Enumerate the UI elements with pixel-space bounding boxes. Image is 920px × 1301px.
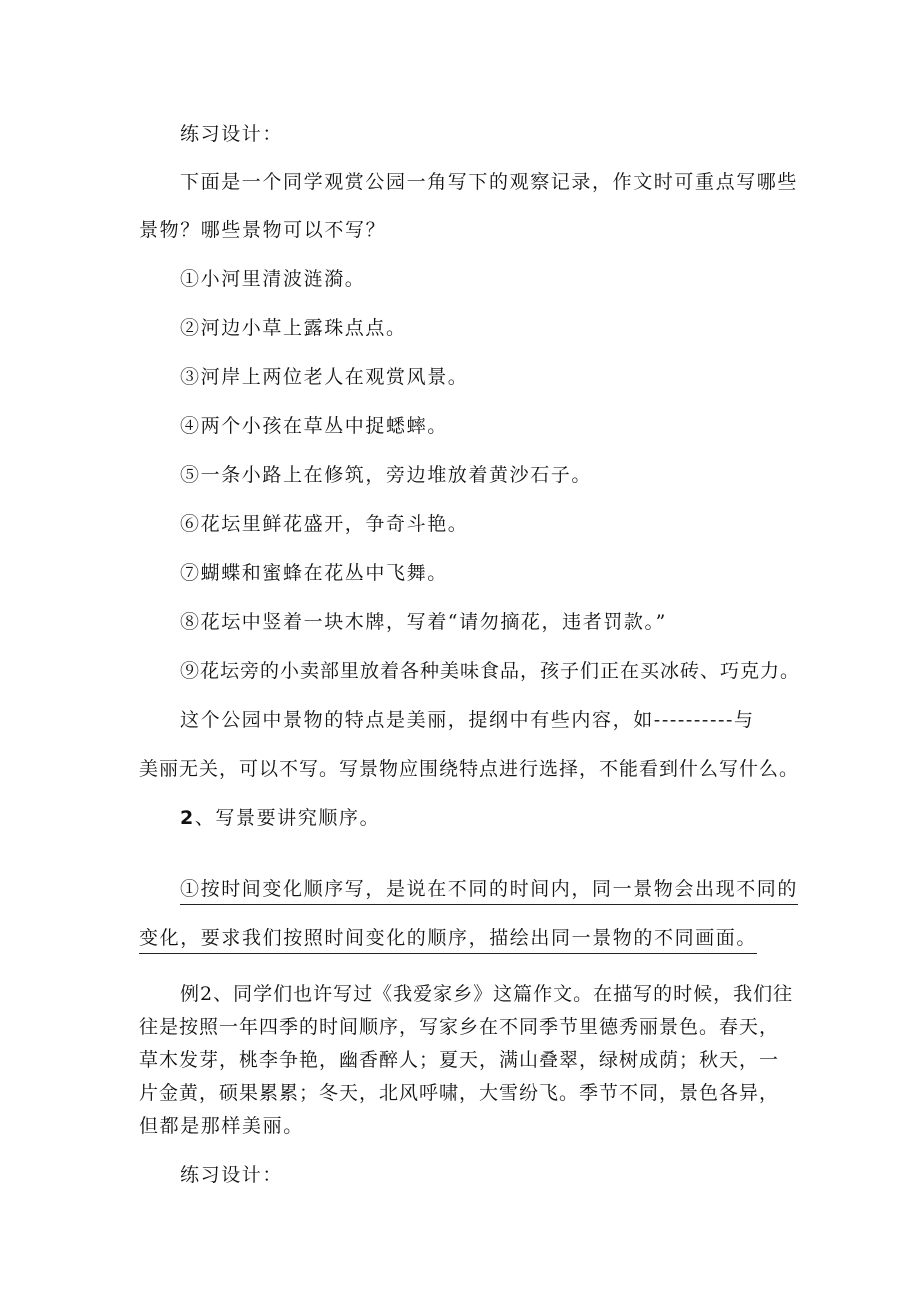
list-item-6: ⑥花坛里鲜花盛开，争奇斗艳。 xyxy=(180,513,469,535)
heading-practice-design: 练习设计： xyxy=(180,123,284,145)
summary-line-2: 美丽无关，可以不写。写景物应围绕特点进行选择，不能看到什么写什么。 xyxy=(139,758,800,780)
list-item-4: ④两个小孩在草丛中捉蟋蟀。 xyxy=(180,415,448,437)
intro-line-2: 景物？哪些景物可以不写？ xyxy=(139,219,387,241)
list-item-3: ③河岸上两位老人在观赏风景。 xyxy=(180,366,469,388)
list-item-8: ⑧花坛中竖着一块木牌，写着“请勿摘花，违者罚款。” xyxy=(180,611,667,633)
example-line-5: 但都是那样美丽。 xyxy=(139,1115,304,1137)
list-item-1: ①小河里清波涟漪。 xyxy=(180,268,366,290)
example-line-3: 草木发芽，桃李争艳，幽香醉人；夏天，满山叠翠，绿树成荫；秋天，一 xyxy=(139,1049,780,1071)
example-line-1: 例2、同学们也许写过《我爱家乡》这篇作文。在描写的时候，我们往 xyxy=(180,983,794,1005)
list-item-5: ⑤一条小路上在修筑，旁边堆放着黄沙石子。 xyxy=(180,464,593,486)
underlined-line-1: ①按时间变化顺序写，是说在不同的时间内，同一景物会出现不同的 xyxy=(180,877,798,905)
section-number: 2 xyxy=(180,807,195,829)
list-item-7: ⑦蝴蝶和蜜蜂在花丛中飞舞。 xyxy=(180,562,448,584)
summary-line-1: 这个公园中景物的特点是美丽，提纲中有些内容，如----------与 xyxy=(180,709,755,731)
intro-line-1: 下面是一个同学观赏公园一角写下的观察记录，作文时可重点写哪些 xyxy=(180,171,799,193)
underlined-line-2: 变化，要求我们按照时间变化的顺序，描绘出同一景物的不同画面。 xyxy=(139,926,757,954)
example-line-4: 片金黄，硕果累累；冬天，北风呼啸，大雪纷飞。季节不同，景色各异， xyxy=(139,1082,780,1104)
list-item-9: ⑨花坛旁的小卖部里放着各种美味食品，孩子们正在买冰砖、巧克力。 xyxy=(180,660,801,682)
heading-practice-design-2: 练习设计： xyxy=(180,1164,284,1186)
example-line-2: 往是按照一年四季的时间顺序，写家乡在不同季节里德秀丽景色。春天， xyxy=(139,1016,780,1038)
section-heading-2 xyxy=(180,806,380,830)
list-item-2: ②河边小草上露珠点点。 xyxy=(180,317,407,339)
section-title: 、写景要讲究顺序。 xyxy=(194,807,381,829)
